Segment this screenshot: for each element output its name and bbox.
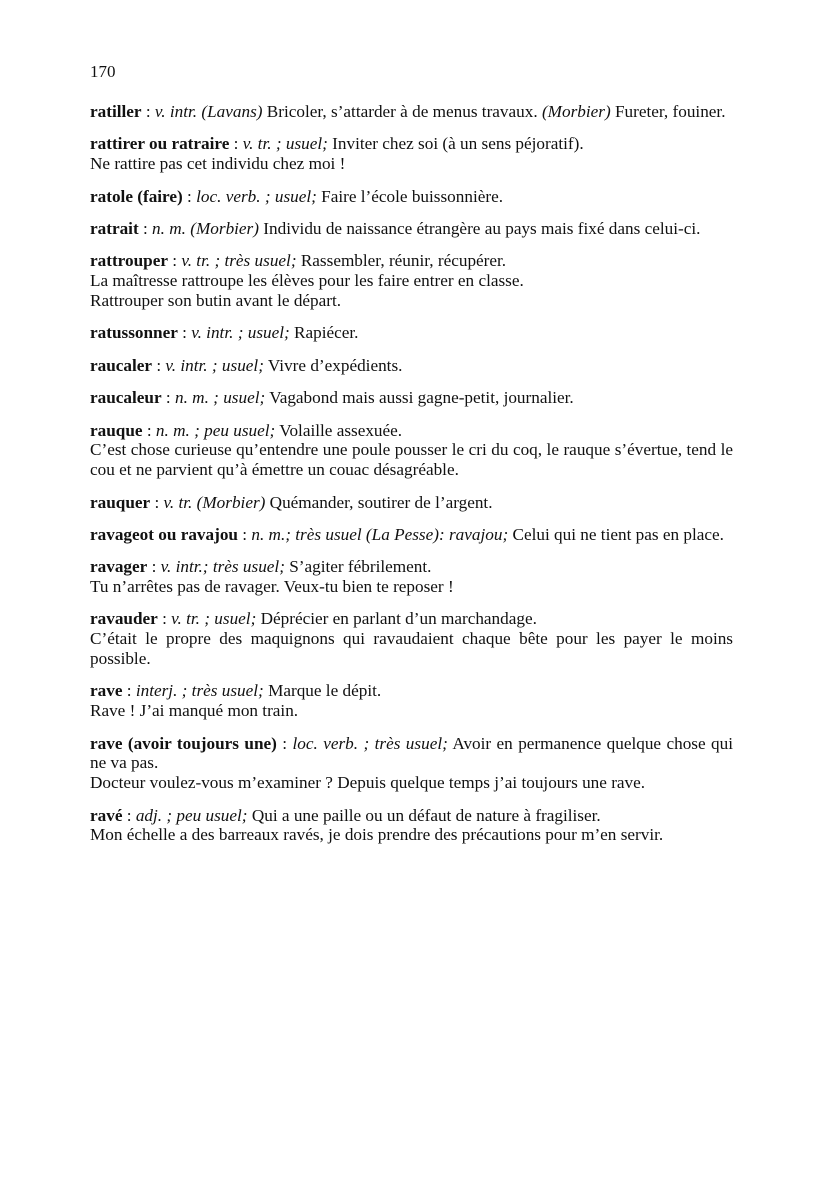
dictionary-entry xyxy=(90,134,733,174)
dictionary-entry xyxy=(90,102,733,122)
entry-grammar: n. m.; très usuel (La Pesse): ravajou; xyxy=(251,524,509,544)
entry-definition: Rapiécer. xyxy=(294,323,359,343)
entry-example: Rave ! J’ai manqué mon train. xyxy=(90,701,299,721)
entry-grammar: v. intr.; très usuel; xyxy=(160,557,285,577)
entry-grammar: v. tr. ; usuel; xyxy=(171,609,257,629)
entry-definition-line: rauquer : v. tr. (Morbier) Quémander, soutirer de l’argent. xyxy=(90,492,493,512)
dictionary-entry xyxy=(90,557,733,597)
entry-definition-line: ravauder : v. tr. ; usuel; Déprécier en parlant d’un marchandage. xyxy=(90,609,537,629)
entry-definition: Quémander, soutirer de l’argent. xyxy=(269,492,493,512)
entry-definition: Qui a une paille ou un défaut de nature à fragiliser. xyxy=(251,805,601,825)
entry-headword: rauque xyxy=(90,420,143,440)
entry-headword: rave (avoir toujours une) xyxy=(90,733,277,753)
entry-definition-line: ratussonner : v. intr. ; usuel; Rapiécer. xyxy=(90,323,359,343)
entry-grammar: v. intr. (Lavans) xyxy=(154,102,263,121)
entry-headword: rave xyxy=(90,681,123,701)
entry-grammar: loc. verb. ; très usuel; xyxy=(292,733,448,753)
entry-grammar: n. m. (Morbier) xyxy=(152,218,259,238)
entry-definition: Rassembler, réunir, récupérer. xyxy=(300,251,507,271)
entry-definition: Avoir en permanence quelque chose qui ne va pas. xyxy=(90,733,733,773)
entry-definition: Celui qui ne tient pas en place. xyxy=(512,524,724,544)
dictionary-entry xyxy=(90,388,733,408)
entry-headword: rattrouper xyxy=(90,251,168,271)
dictionary-entry xyxy=(90,806,733,846)
entry-example: Docteur voulez-vous m’examiner ? Depuis quelque temps j’ai toujours une rave. xyxy=(90,773,646,793)
entry-definition: Bricoler, s’attarder à de menus travaux. xyxy=(266,102,538,121)
entry-example: Ne rattire pas cet individu chez moi ! xyxy=(90,154,346,174)
dictionary-entry xyxy=(90,681,733,721)
entry-grammar: v. intr. ; usuel; xyxy=(191,323,290,343)
entry-definition-line: ravé : adj. ; peu usuel; Qui a une paille ou un défaut de nature à fragiliser. xyxy=(90,805,601,825)
entry-headword: raucaler xyxy=(90,355,153,375)
dictionary-entry xyxy=(90,323,733,343)
entry-definition-line: rattirer ou ratraire : v. tr. ; usuel; Inviter chez soi (à un sens péjoratif). xyxy=(90,134,584,154)
entry-grammar: loc. verb. ; usuel; xyxy=(196,186,317,206)
entry-definition-line: ratrait : n. m. (Morbier) Individu de naissance étrangère au pays mais fixé dans celui-ci. xyxy=(90,218,701,238)
dictionary-entry xyxy=(90,421,733,480)
entry-grammar: interj. ; très usuel; xyxy=(135,681,264,701)
dictionary-entry xyxy=(90,525,733,545)
entry-headword: raucaleur xyxy=(90,388,162,408)
entry-definition-line: rauque : n. m. ; peu usuel; Volaille assexuée. xyxy=(90,420,403,440)
dictionary-entry xyxy=(90,356,733,376)
entry-grammar: v. tr. ; très usuel; xyxy=(181,251,297,271)
entry-definition: Déprécier en parlant d’un marchandage. xyxy=(260,609,537,629)
dictionary-entry xyxy=(90,219,733,239)
entry-definition-line: ratole (faire) : loc. verb. ; usuel; Faire l’école buissonnière. xyxy=(90,186,503,206)
entry-headword: rauquer xyxy=(90,492,151,512)
entry-grammar: v. tr. (Morbier) xyxy=(163,492,266,512)
entry-definition: Volaille assexuée. xyxy=(279,420,403,440)
entry-definition-line: raucaleur : n. m. ; usuel; Vagabond mais aussi gagne-petit, journalier. xyxy=(90,388,574,408)
entry-definition: Marque le dépit. xyxy=(268,681,382,701)
entry-definition: Individu de naissance étrangère au pays mais fixé dans celui-ci. xyxy=(263,218,701,238)
dictionary-entry xyxy=(90,493,733,513)
entry-headword: ratiller xyxy=(90,102,142,121)
entry-definition: Faire l’école buissonnière. xyxy=(321,186,503,206)
entry-definition-line: rave : interj. ; très usuel; Marque le dépit. xyxy=(90,681,382,701)
entry-headword: ravé xyxy=(90,805,123,825)
entry-headword: ravauder xyxy=(90,609,158,629)
entry-headword: ratole (faire) xyxy=(90,186,183,206)
entry-definition: S’agiter fébrilement. xyxy=(289,557,432,577)
dictionary-page xyxy=(90,62,733,858)
entry-definition-line: ravageot ou ravajou : n. m.; très usuel (La Pesse): ravajou; Celui qui ne tient pas en place. xyxy=(90,524,724,544)
entry-definition: Inviter chez soi (à un sens péjoratif). xyxy=(332,134,584,154)
entry-headword: ratrait xyxy=(90,218,139,238)
entry-definition-line: rave (avoir toujours une) : loc. verb. ; très usuel; Avoir en permanence quelque chose qui ne va pas. xyxy=(90,733,733,773)
entry-definition-secondary: Fureter, fouiner. xyxy=(614,102,726,121)
entry-definition-line: ravager : v. intr.; très usuel; S’agiter fébrilement. xyxy=(90,557,432,577)
dictionary-entry xyxy=(90,609,733,668)
dictionary-entry xyxy=(90,251,733,310)
entry-headword: ravager xyxy=(90,557,148,577)
entry-example: Tu n’arrêtes pas de ravager. Veux-tu bien te reposer ! xyxy=(90,577,454,597)
dictionary-entry xyxy=(90,734,733,793)
entry-definition-line: ratiller : v. intr. (Lavans) Bricoler, s’attarder à de menus travaux. (Morbier) Fureter, fouiner. xyxy=(90,102,726,121)
entry-headword: ravageot ou ravajou xyxy=(90,524,238,544)
entry-definition: Vivre d’expédients. xyxy=(267,355,403,375)
entry-grammar: n. m. ; peu usuel; xyxy=(155,420,276,440)
entry-definition: Vagabond mais aussi gagne-petit, journalier. xyxy=(269,388,574,408)
entry-example: C’était le propre des maquignons qui ravaudaient chaque bête pour les payer le moins possible. xyxy=(90,629,733,669)
entry-grammar: v. tr. ; usuel; xyxy=(242,134,328,154)
entry-definition-line: raucaler : v. intr. ; usuel; Vivre d’expédients. xyxy=(90,355,403,375)
entry-example: La maîtresse rattroupe les élèves pour les faire entrer en classe. xyxy=(90,271,524,291)
entry-grammar-secondary: (Morbier) xyxy=(541,102,611,121)
entry-definition-line: rattrouper : v. tr. ; très usuel; Rassembler, réunir, récupérer. xyxy=(90,251,507,271)
entry-headword: rattirer ou ratraire xyxy=(90,134,230,154)
entry-example: Rattrouper son butin avant le départ. xyxy=(90,290,342,310)
entries-list xyxy=(90,102,733,845)
entry-example: C’est chose curieuse qu’entendre une poule pousser le cri du coq, le rauque s’évertue, tend le cou et ne parvient qu’à émettre un couac désagréable. xyxy=(90,440,733,480)
dictionary-entry xyxy=(90,187,733,207)
entry-grammar: n. m. ; usuel; xyxy=(174,388,266,408)
page-number: 170 xyxy=(90,62,116,81)
entry-example: Mon échelle a des barreaux ravés, je dois prendre des précautions pour m’en servir. xyxy=(90,825,664,845)
entry-headword: ratussonner xyxy=(90,323,178,343)
entry-grammar: adj. ; peu usuel; xyxy=(135,805,248,825)
entry-grammar: v. intr. ; usuel; xyxy=(165,355,264,375)
